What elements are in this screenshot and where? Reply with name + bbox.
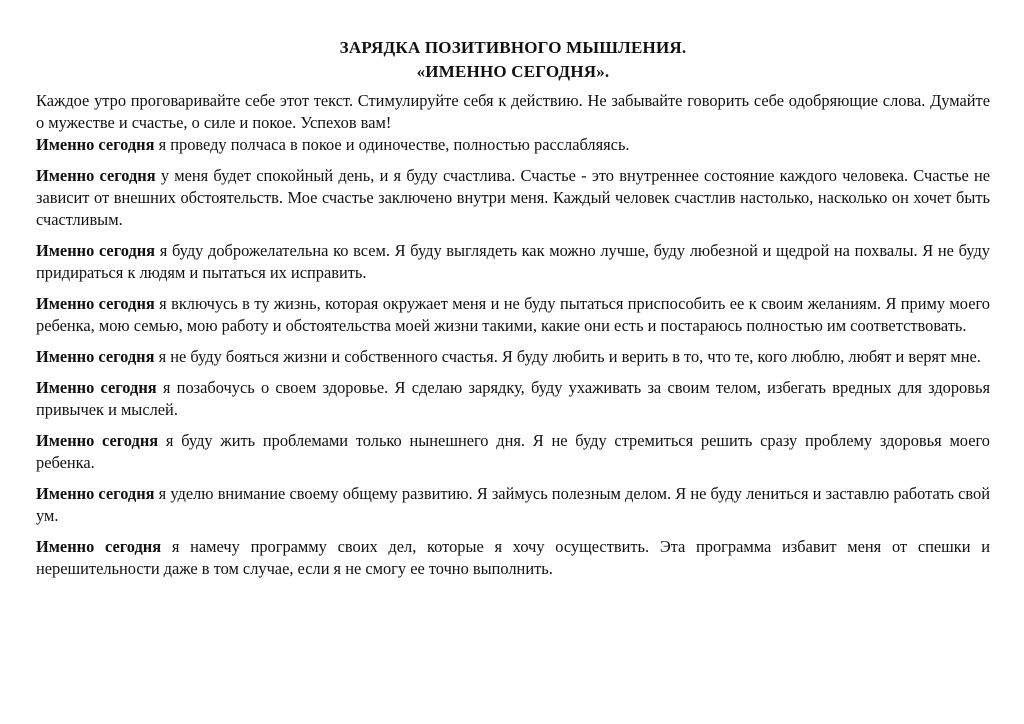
paragraph-text: я проведу полчаса в покое и одиночестве, полностью расслабляясь. [158,135,630,154]
paragraph-text: у меня будет спокойный день, и я буду счастлива. Счастье - это внутреннее состояние каждого человека. Счастье не зависит от внешних обстоятельств. Мое счастье заключено внутри меня. Каждый человек счастлив настолько, насколько он хочет быть счастливым. [36,166,990,229]
lead-phrase: Именно сегодня [36,431,159,450]
paragraph-text: я намечу программу своих дел, которые я хочу осуществить. Эта программа избавит меня от спешки и нерешительности даже в том случае, если я не смогу ее точно выполнить. [36,537,990,578]
lead-phrase: Именно сегодня [36,241,156,260]
lead-phrase: Именно сегодня [36,537,162,556]
affirmation-paragraph-2 [36,165,990,231]
lead-phrase: Именно сегодня [36,135,155,154]
title-line-1: ЗАРЯДКА ПОЗИТИВНОГО МЫШЛЕНИЯ. [339,38,687,57]
paragraph-text: я буду доброжелательна ко всем. Я буду выглядеть как можно лучше, буду любезной и щедрой на похвалы. Я не буду придираться к людям и пытаться их исправить. [36,241,990,282]
affirmation-paragraph-3 [36,240,990,284]
affirmation-paragraph-8 [36,483,990,527]
paragraph-text: я позабочусь о своем здоровье. Я сделаю зарядку, буду ухаживать за своим телом, избегать вредных для здоровья привычек и мыслей. [36,378,990,419]
affirmation-paragraph-7 [36,430,990,474]
intro-paragraph: Каждое утро проговаривайте себе этот текст. Стимулируйте себя к действию. Не забывайте говорить себе одобряющие слова. Думайте о мужестве и счастье, о силе и покое. Успехов вам! [36,91,990,132]
affirmation-paragraph-9 [36,536,990,580]
title-line-2: «ИМЕННО СЕГОДНЯ». [416,62,610,81]
paragraph-text: я включусь в ту жизнь, которая окружает меня и не буду пытаться приспособить ее к своим желаниям. Я приму моего ребенка, мою семью, мою работу и обстоятельства моей жизни такими, какие они есть и постараюсь полностью им соответствовать. [36,294,990,335]
paragraph-text: я буду жить проблемами только нынешнего дня. Я не буду стремиться решить сразу проблему здоровья моего ребенка. [36,431,990,472]
lead-phrase: Именно сегодня [36,484,155,503]
affirmation-paragraph-5 [36,346,990,368]
affirmation-paragraph-4 [36,293,990,337]
lead-phrase: Именно сегодня [36,294,155,313]
lead-phrase: Именно сегодня [36,166,156,185]
paragraph-text: я уделю внимание своему общему развитию. Я займусь полезным делом. Я не буду лениться и заставлю работать свой ум. [36,484,990,525]
affirmation-paragraph-1 [36,134,990,156]
lead-phrase: Именно сегодня [36,378,157,397]
document-title [36,36,990,84]
lead-phrase: Именно сегодня [36,347,155,366]
affirmation-paragraph-6 [36,377,990,421]
paragraph-text: я не буду бояться жизни и собственного счастья. Я буду любить и верить в то, что те, кого люблю, любят и верят мне. [158,347,981,366]
